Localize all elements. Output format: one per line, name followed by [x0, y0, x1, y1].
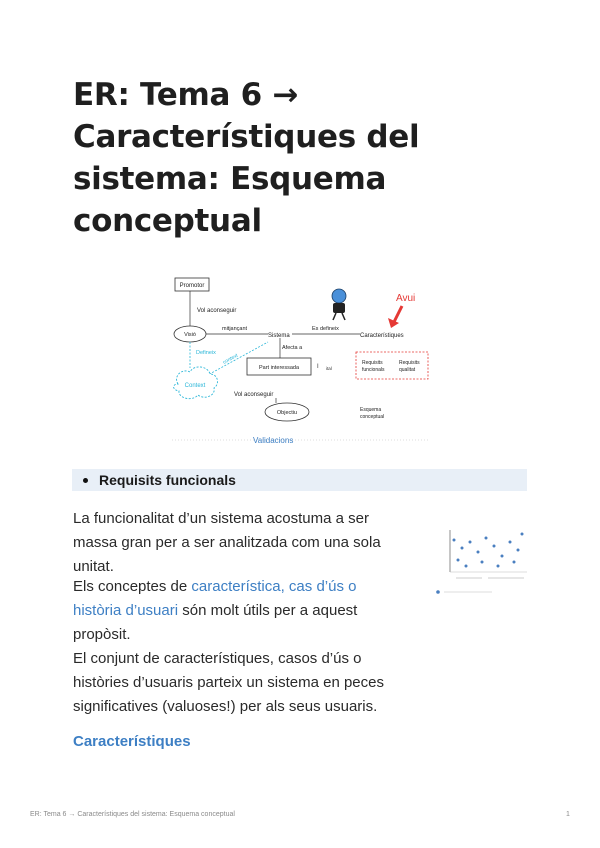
paragraph-3: El conjunt de característiques, casos d’ús o històries d’usuaris parteix un sistema en peces significatives (valuoses!) per als seus usuaris. [73, 650, 384, 715]
page-number: 1 [566, 811, 570, 818]
es-defineix-label: Es defineix [312, 326, 339, 332]
callout-label: Requisits funcionals [99, 472, 236, 488]
caracteristiques-subheading: Característiques [73, 733, 191, 750]
requisits-funcionals-label-1: Requisits [362, 360, 383, 366]
title-line-1: ER: Tema 6 → [73, 77, 299, 113]
defineix-label: Defineix [196, 350, 216, 356]
promotor-label: Promotor [179, 283, 205, 289]
conceptual-schema-diagram [170, 272, 430, 444]
vol-aconseguir-2-label: Vol aconseguir [234, 392, 274, 398]
esquema-conceptual-label-1: Esquema [360, 407, 382, 413]
svg-text:ital: ital [326, 366, 332, 371]
mitjancant-label: mitjançant [222, 326, 248, 332]
footer-text: ER: Tema 6 → Característiques del sistema: Esquema conceptual [30, 811, 235, 818]
page-title [73, 74, 513, 242]
visio-label: Visió [184, 332, 196, 338]
title-line-2: Característiques del [73, 119, 420, 155]
sistema-label: Sistema [268, 333, 290, 339]
context-label: Context [184, 383, 206, 389]
bullet-icon [83, 478, 88, 483]
scatter-figure [432, 522, 532, 600]
paragraph-1: La funcionalitat d’un sistema acostuma a ser massa gran per a ser analitzada com una sola unitat. [73, 510, 381, 575]
svg-text:I: I [317, 364, 319, 370]
requisits-funcionals-label-2: funcionals [362, 367, 385, 373]
validacions-label: Validacions [253, 436, 294, 444]
requisits-funcionals-callout [72, 469, 527, 491]
paragraph-2 [73, 575, 393, 647]
requisits-qualitat-label-1: Requisits [399, 360, 420, 366]
avui-label: Avui [396, 293, 416, 304]
avui-arrow-icon [388, 306, 402, 328]
afecta-a-label: Afecta a [282, 345, 303, 351]
title-line-3: sistema: Esquema [73, 161, 387, 197]
paragraph-2-after: són molt útils per a aquest propòsit. [73, 602, 358, 643]
objectiu-label: Objectiu [276, 410, 298, 416]
vol-aconseguir-label: Vol aconseguir [197, 308, 237, 314]
requisits-qualitat-label-2: qualitat [399, 367, 416, 373]
title-line-4: conceptual [73, 203, 262, 239]
person-icon [332, 289, 346, 320]
esquema-conceptual-label-2: conceptual [360, 414, 385, 420]
concepts-link[interactable]: característica, cas d’ús o història d’usuari [73, 578, 357, 619]
paragraph-2-before: Els conceptes de [73, 578, 192, 595]
part-interessada-label: Part interessada [258, 365, 300, 371]
caracteristiques-label: Característiques [360, 333, 404, 339]
diagonal-context-label: context [222, 352, 240, 366]
